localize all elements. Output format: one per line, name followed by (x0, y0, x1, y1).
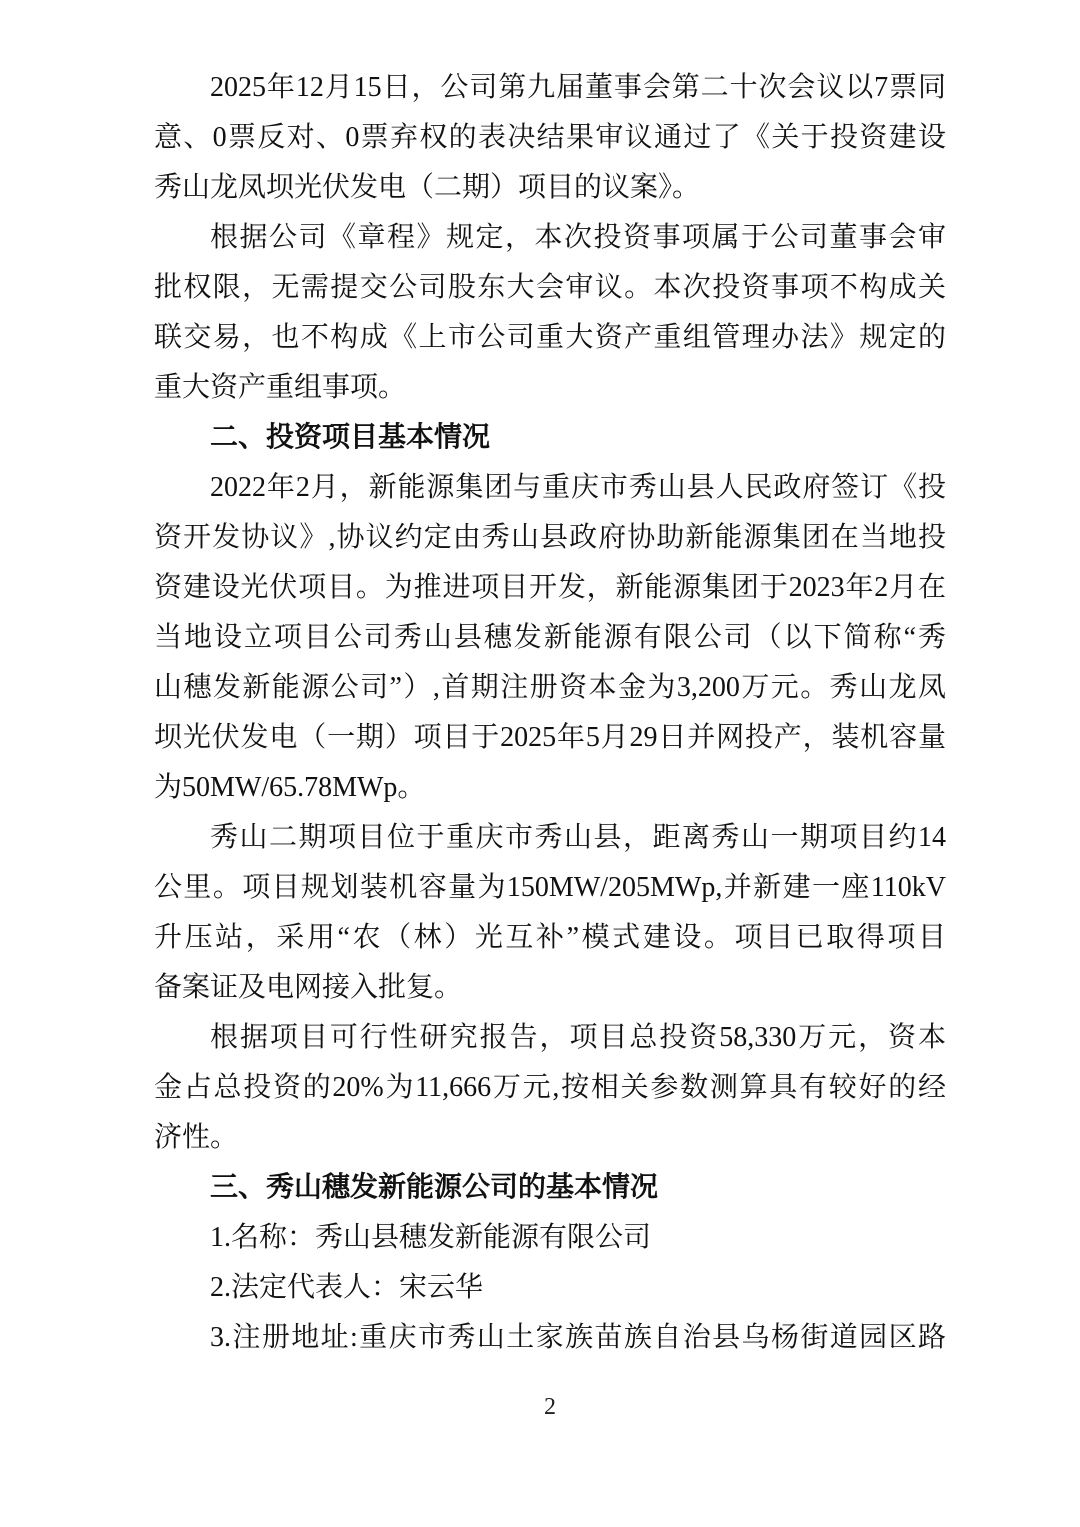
paragraph-phase2-line: 备案证及电网接入批复。 (154, 972, 463, 1003)
paragraph-phase2-line: 升压站，采用“农（林）光互补”模式建设。项目已取得项目 (154, 922, 946, 953)
paragraph-agreement-line: 为50MW/65.78MWp。 (154, 772, 426, 803)
paragraph-agreement-line: 山穗发新能源公司”）,首期注册资本金为3,200万元。秀山龙凤 (154, 672, 946, 703)
paragraph-approval-line: 根据公司《章程》规定，本次投资事项属于公司董事会审 (210, 222, 946, 253)
paragraph-feasibility-line: 根据项目可行性研究报告，项目总投资58,330万元，资本 (210, 1022, 946, 1053)
paragraph-agreement-line: 2022年2月，新能源集团与重庆市秀山县人民政府签订《投 (210, 472, 946, 503)
paragraph-vote-line: 意、0票反对、0票弃权的表决结果审议通过了《关于投资建设 (154, 122, 946, 153)
list-item-legal-representative: 2.法定代表人：宋云华 (210, 1272, 484, 1303)
paragraph-approval-line: 批权限，无需提交公司股东大会审议。本次投资事项不构成关 (154, 272, 946, 303)
paragraph-vote-line: 2025年12月15日，公司第九届董事会第二十次会议以7票同 (210, 72, 946, 103)
paragraph-agreement-line: 资建设光伏项目。为推进项目开发，新能源集团于2023年2月在 (154, 572, 946, 603)
paragraph-feasibility-line: 济性。 (154, 1122, 239, 1153)
heading-section-3: 三、秀山穗发新能源公司的基本情况 (210, 1172, 659, 1203)
paragraph-agreement-line: 坝光伏发电（一期）项目于2025年5月29日并网投产，装机容量 (154, 722, 946, 753)
paragraph-phase2-line: 秀山二期项目位于重庆市秀山县，距离秀山一期项目约14 (210, 822, 946, 853)
list-item-company-name: 1.名称：秀山县穗发新能源有限公司 (210, 1222, 652, 1253)
heading-section-2: 二、投资项目基本情况 (210, 422, 491, 453)
paragraph-vote-line: 秀山龙凤坝光伏发电（二期）项目的议案》。 (154, 172, 701, 203)
paragraph-agreement-line: 当地设立项目公司秀山县穗发新能源有限公司（以下简称“秀 (154, 622, 946, 653)
list-item-registered-address: 3.注册地址:重庆市秀山土家族苗族自治县乌杨街道园区路 (210, 1322, 946, 1353)
paragraph-agreement-line: 资开发协议》,协议约定由秀山县政府协助新能源集团在当地投 (154, 522, 946, 553)
paragraph-approval-line: 重大资产重组事项。 (154, 372, 407, 403)
paragraph-phase2-line: 公里。项目规划装机容量为150MW/205MWp,并新建一座110kV (154, 872, 946, 903)
document-body (154, 63, 946, 1363)
paragraph-approval-line: 联交易，也不构成《上市公司重大资产重组管理办法》规定的 (154, 322, 946, 353)
paragraph-feasibility-line: 金占总投资的20%为11,666万元,按相关参数测算具有较好的经 (154, 1072, 946, 1103)
page-number: 2 (544, 1394, 556, 1420)
